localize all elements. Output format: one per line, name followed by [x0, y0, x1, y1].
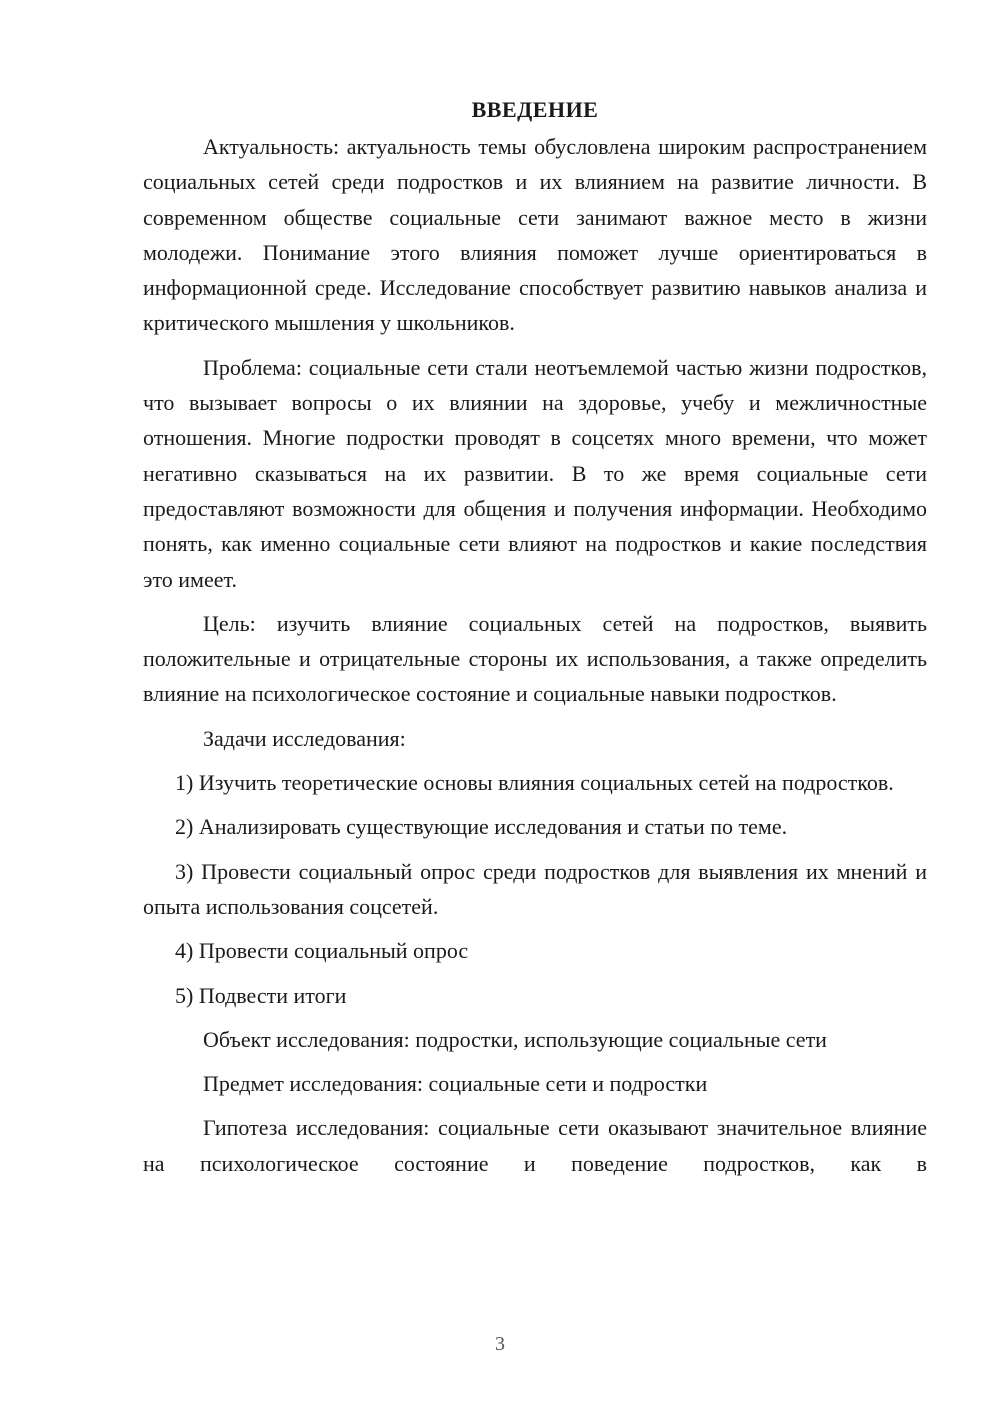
- task-item-3: 3) Провести социальный опрос среди подростков для выявления их мнений и опыта использования соцсетей.: [143, 858, 927, 919]
- paragraph-problem: Проблема: социальные сети стали неотъемлемой частью жизни подростков, что вызывает вопросы о их влиянии на здоровье, учебу и межличностные отношения. Многие подростки проводят в соцсетях много времени, что может негативно сказываться на их развитии. В то же время социальные сети предоставляют возможности для общения и получения информации. Необходимо понять, как именно социальные сети влияют на подростков и какие последствия это имеет.: [143, 354, 927, 592]
- task-item-4: 4) Провести социальный опрос: [175, 938, 469, 964]
- page-number: 3: [495, 1333, 505, 1355]
- task-item-2: 2) Анализировать существующие исследования и статьи по теме.: [175, 814, 788, 840]
- task-item-1: 1) Изучить теоретические основы влияния социальных сетей на подростков.: [175, 770, 894, 796]
- paragraph-object: Объект исследования: подростки, использующие социальные сети: [203, 1026, 827, 1052]
- paragraph-relevance: Актуальность: актуальность темы обусловлена широким распространением социальных сетей среди подростков и их влиянием на развитие личности. В современном обществе социальные сети занимают важное место в жизни молодежи. Понимание этого влияния поможет лучше ориентироваться в информационной среде. Исследование способствует развитию навыков анализа и критического мышления у школьников.: [143, 134, 927, 336]
- section-title: ВВЕДЕНИЕ: [471, 97, 599, 122]
- paragraph-subject: Предмет исследования: социальные сети и подростки: [203, 1071, 708, 1097]
- document-page: [143, 92, 927, 1181]
- paragraph-hypothesis: Гипотеза исследования: социальные сети оказывают значительное влияние на психологическое состояние и поведение подростков, как в: [143, 1115, 927, 1176]
- tasks-heading: Задачи исследования:: [203, 725, 406, 751]
- task-item-5: 5) Подвести итоги: [175, 982, 347, 1008]
- paragraph-goal: Цель: изучить влияние социальных сетей на подростков, выявить положительные и отрицательные стороны их использования, а также определить влияние на психологическое состояние и социальные навыки подростков.: [143, 610, 927, 707]
